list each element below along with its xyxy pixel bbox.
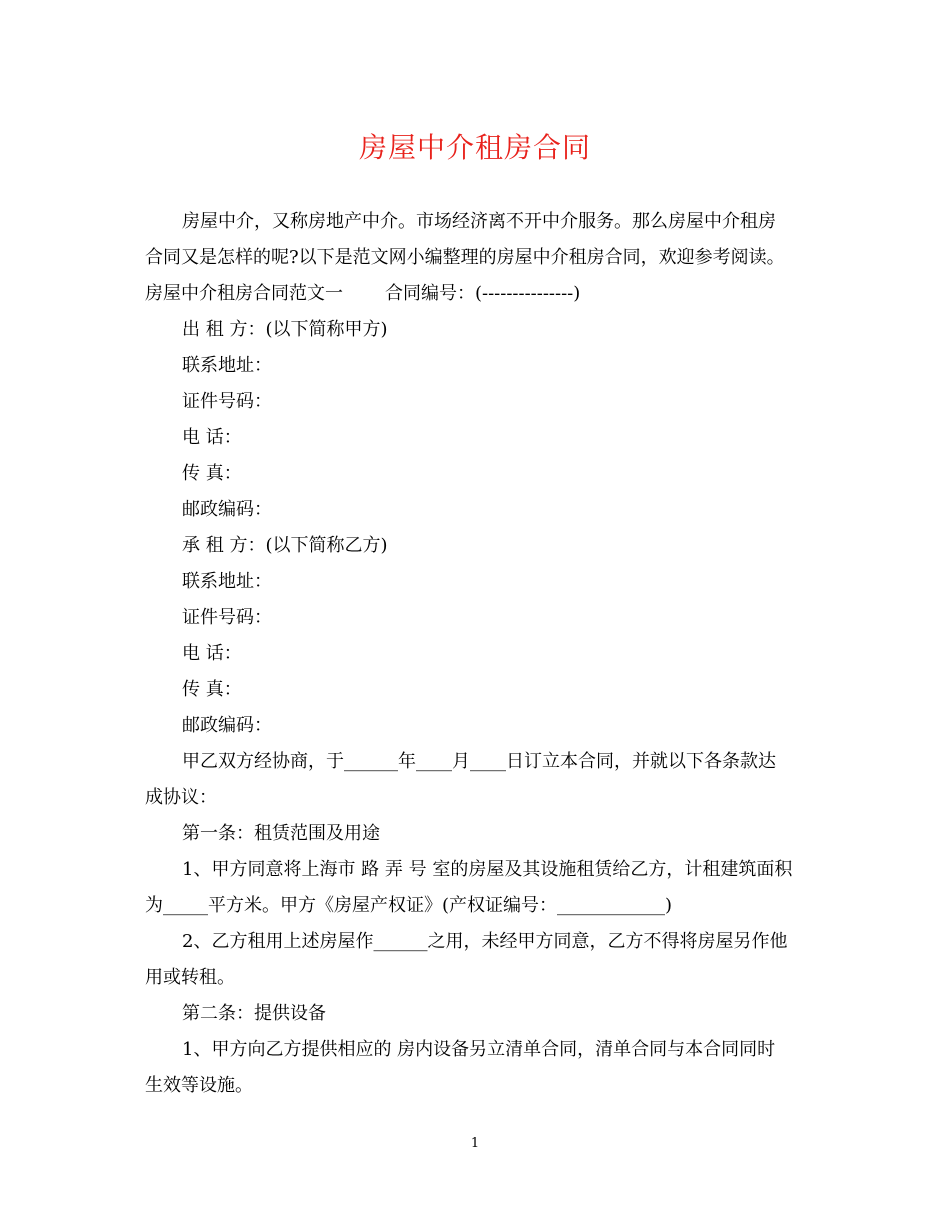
article-2-title: 第二条：提供设备 [182, 1003, 326, 1024]
lessor-phone-field: 电 话： [182, 427, 242, 448]
document-body [145, 204, 815, 1104]
lessee-address-field: 联系地址： [182, 571, 272, 592]
document-title: 房屋中介租房合同 [358, 131, 591, 164]
sample-label: 房屋中介租房合同范文一 [145, 283, 343, 304]
lessee-fax-field: 传 真： [182, 679, 242, 700]
intro-paragraph-line: 房屋中介，又称房地产中介。市场经济离不开中介服务。那么房屋中介租房 [182, 211, 776, 232]
article-2-item-1-line: 1、甲方向乙方提供相应的 房内设备另立清单合同，清单合同与本合同同时 [182, 1039, 776, 1060]
article-1-item-1-line: 1、甲方同意将上海市 路 弄 号 室的房屋及其设施租赁给乙方，计租建筑面积 [182, 859, 793, 880]
article-1-item-2-line: 2、乙方租用上述房屋作______之用，未经甲方同意，乙方不得将房屋另作他 [182, 931, 788, 952]
lessor-id-field: 证件号码： [182, 391, 272, 412]
contract-number: 合同编号：(---------------) [385, 283, 581, 304]
lessee-phone-field: 电 话： [182, 643, 242, 664]
article-2-item-1-line: 生效等设施。 [145, 1075, 253, 1096]
lessor-fax-field: 传 真： [182, 463, 242, 484]
agreement-line: 成协议： [145, 787, 217, 808]
lessor-label: 出 租 方：(以下简称甲方) [182, 319, 388, 340]
lessee-label: 承 租 方：(以下简称乙方) [182, 535, 388, 556]
agreement-line: 甲乙双方经协商，于______年____月____日订立本合同，并就以下各条款达 [182, 751, 776, 772]
lessee-postcode-field: 邮政编码： [182, 715, 272, 736]
sample-heading-line [145, 276, 815, 312]
intro-paragraph-line: 合同又是怎样的呢?以下是范文网小编整理的房屋中介租房合同，欢迎参考阅读。 [145, 247, 785, 268]
article-1-item-1-line: 为_____平方米。甲方《房屋产权证》(产权证编号：____________) [145, 895, 673, 916]
lessee-id-field: 证件号码： [182, 607, 272, 628]
article-1-title: 第一条：租赁范围及用途 [182, 823, 380, 844]
lessor-postcode-field: 邮政编码： [182, 499, 272, 520]
lessor-address-field: 联系地址： [182, 355, 272, 376]
page-number: 1 [470, 1136, 480, 1151]
article-1-item-2-line: 用或转租。 [145, 967, 235, 988]
